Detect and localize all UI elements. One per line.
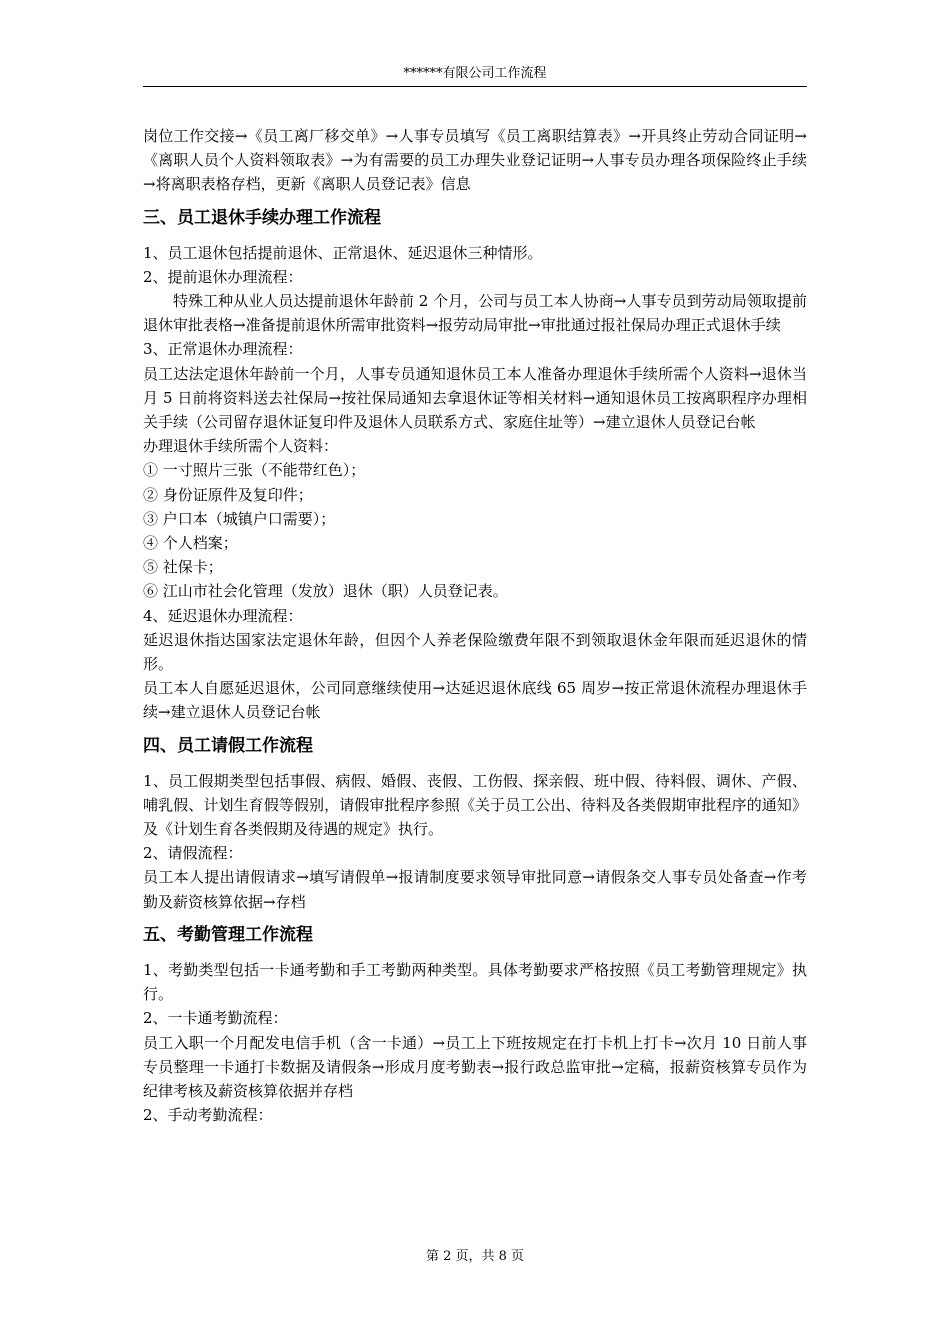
delayed-retire-flow: 员工本人自愿延迟退休，公司同意继续使用→达延迟退休底线 65 周岁→按正常退休流程办理退休手续→建立退休人员登记台帐: [143, 679, 807, 722]
section-heading-leave: 四、员工请假工作流程: [143, 735, 313, 756]
leave-flow: 员工本人提出请假请求→填写请假单→报请制度要求领导审批同意→请假条交人事专员处备查→作考勤及薪资核算依据→存档: [143, 868, 807, 911]
card-attendance-flow: 员工入职一个月配发电信手机（含一卡通）→员工上下班按规定在打卡机上打卡→次月 10 日前人事专员整理一卡通打卡数据及请假条→形成月度考勤表→报行政总监审批→定稿，报薪资核算专员作为纪律考核及薪资核算依据并存档: [143, 1033, 807, 1100]
doc-item-1: ① 一寸照片三张（不能带红色）；: [143, 461, 366, 480]
document-body: [143, 124, 807, 1127]
doc-item-2: ② 身份证原件及复印件；: [143, 485, 313, 504]
attendance-item-1: 1、考勤类型包括一卡通考勤和手工考勤两种类型。具体考勤要求严格按照《员工考勤管理规定》执行。: [143, 960, 807, 1004]
doc-item-6: ⑥ 江山市社会化管理（发放）退休（职）人员登记表。: [143, 582, 508, 601]
doc-item-4: ④ 个人档案；: [143, 534, 238, 553]
doc-item-5: ⑤ 社保卡；: [143, 558, 223, 577]
leave-item-2: 2、请假流程：: [143, 844, 243, 863]
retire-item-2: 2、提前退休办理流程：: [143, 267, 303, 286]
resign-flow-text: 岗位工作交接→《员工离厂移交单》→人事专员填写《员工离职结算表》→开具终止劳动合同证明→《离职人员个人资料领取表》→为有需要的员工办理失业登记证明→人事专员办理各项保险终止手续→将离职表格存档，更新《离职人员登记表》信息: [143, 127, 807, 194]
section-heading-attendance: 五、考勤管理工作流程: [143, 924, 313, 945]
normal-retire-flow: 员工达法定退休年龄前一个月，人事专员通知退休员工本人准备办理退休手续所需个人资料→退休当月 5 日前将资料送去社保局→按社保局通知去拿退休证等相关材料→通知退休员工按离职程序办理相关手续（公司留存退休证复印件及退休人员联系方式、家庭住址等）→建立退休人员登记台帐: [143, 364, 807, 432]
attendance-item-2: 2、一卡通考勤流程：: [143, 1009, 288, 1028]
retire-item-4: 4、延迟退休办理流程：: [143, 606, 303, 625]
early-retire-flow: 特殊工种从业人员达提前退休年龄前 2 个月，公司与员工本人协商→人事专员到劳动局领取提前退休审批表格→准备提前退休所需审批资料→报劳动局审批→审批通过报社保局办理正式退休手续: [143, 292, 807, 335]
attendance-item-3: 2、手动考勤流程：: [143, 1106, 273, 1125]
leave-item-1: 1、员工假期类型包括事假、病假、婚假、丧假、工伤假、探亲假、班中假、待料假、调休、产假、哺乳假、计划生育假等假别，请假审批程序参照《关于员工公出、待料及各类假期审批程序的通知》及《计划生育各类假期及待遇的规定》执行。: [143, 771, 807, 839]
retire-item-1: 1、员工退休包括提前退休、正常退休、延迟退休三种情形。: [143, 243, 543, 262]
retire-item-3: 3、正常退休办理流程：: [143, 340, 303, 359]
delayed-retire-def: 延迟退休指达国家法定退休年龄，但因个人养老保险缴费年限不到领取退休金年限而延迟退休的情形。: [143, 630, 807, 674]
required-docs-intro: 办理退休手续所需个人资料：: [143, 437, 339, 456]
section-heading-retirement: 三、员工退休手续办理工作流程: [143, 207, 381, 228]
doc-item-3: ③ 户口本（城镇户口需要）；: [143, 509, 336, 528]
header-divider: [143, 86, 807, 87]
page-header: ******有限公司工作流程: [403, 66, 547, 81]
page-footer: 第 2 页，共 8 页: [425, 1249, 525, 1264]
